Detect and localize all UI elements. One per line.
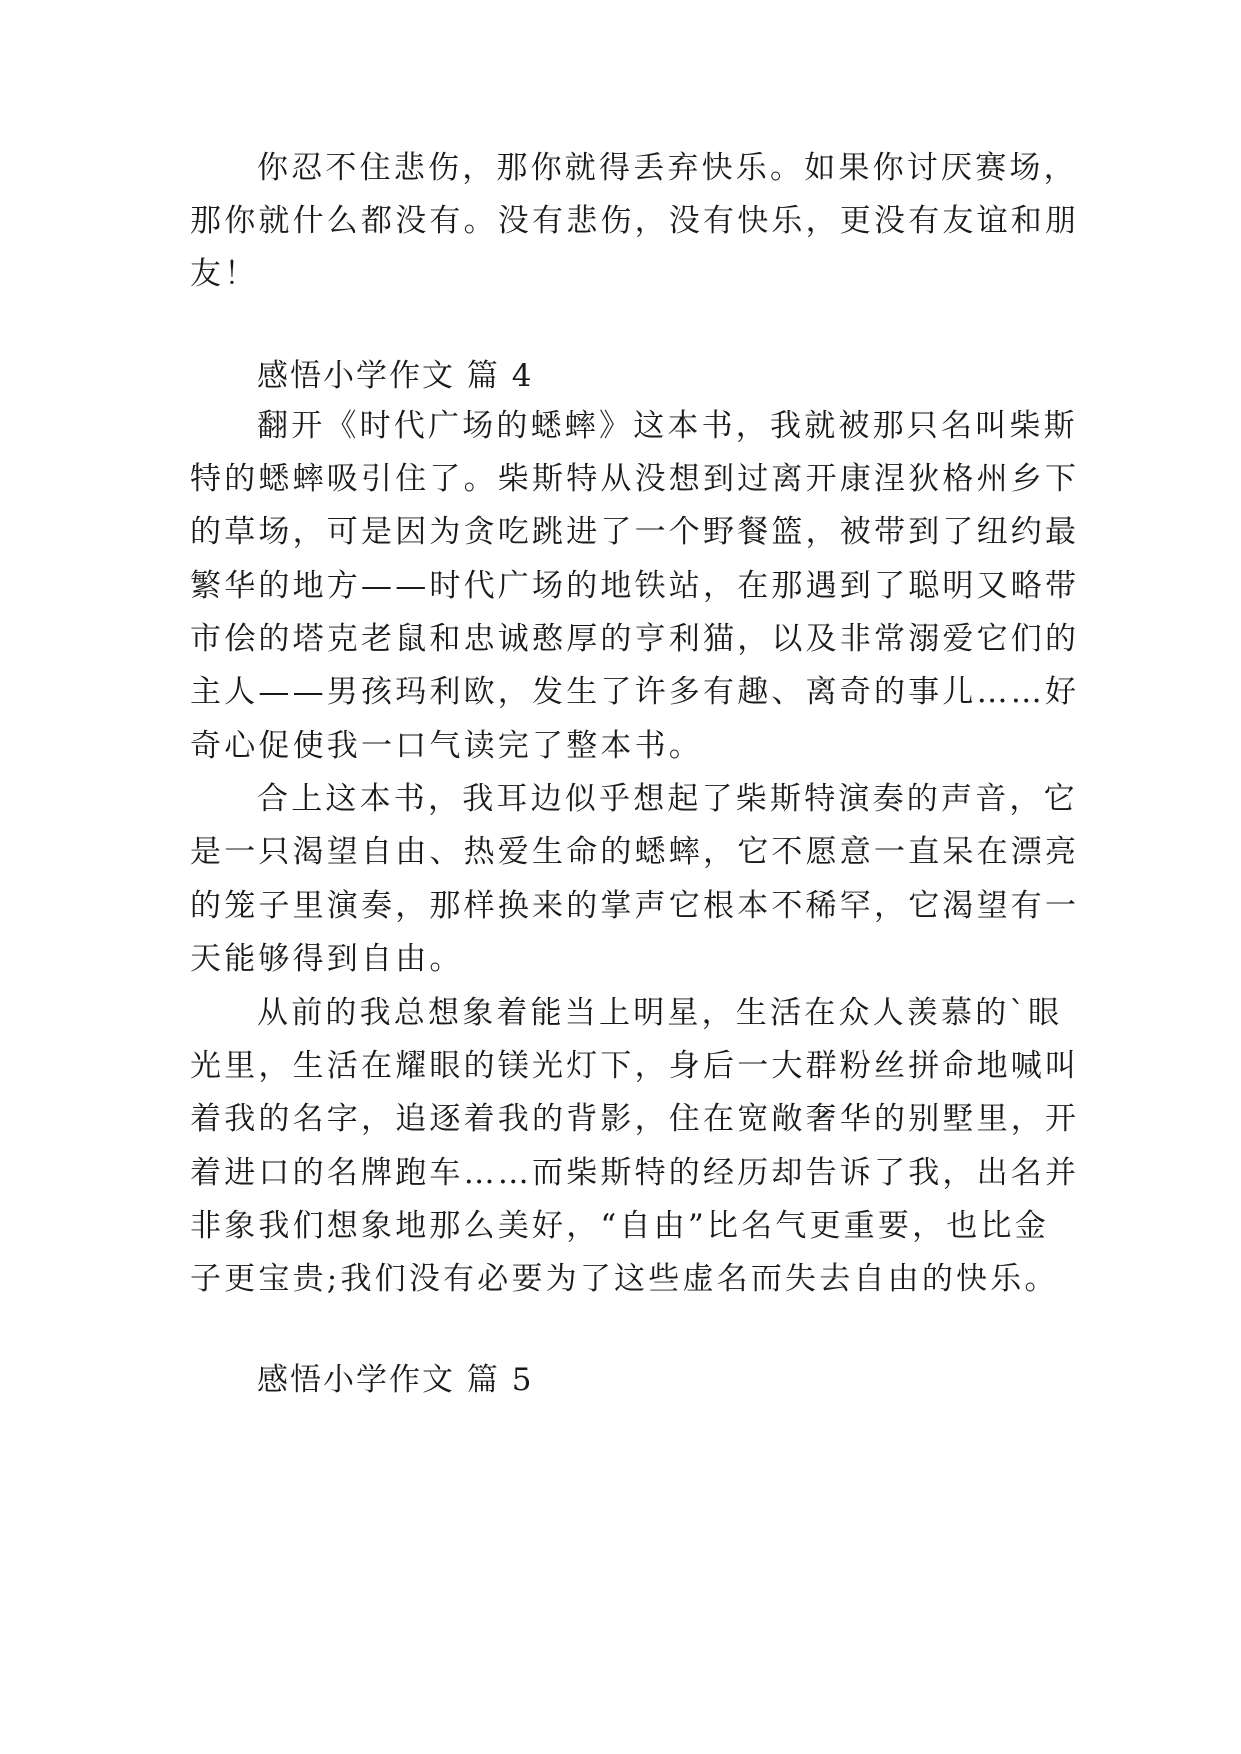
section-heading: 感悟小学作文 篇 4 [257, 358, 534, 394]
paragraph-line: 的笼子里演奏，那样换来的掌声它根本不稀罕，它渴望有一 [190, 888, 1080, 924]
paragraph-line: 非象我们想象地那么美好，“自由”比名气更重要，也比金 [190, 1208, 1049, 1244]
paragraph-line: 奇心促使我一口气读完了整本书。 [190, 728, 703, 764]
paragraph-line: 翻开《时代广场的蟋蟀》这本书，我就被那只名叫柴斯 [257, 408, 1078, 444]
section-heading: 感悟小学作文 篇 5 [257, 1362, 534, 1398]
paragraph-line: 着我的名字，追逐着我的背影，住在宽敞奢华的别墅里，开 [190, 1101, 1080, 1137]
paragraph-line: 天能够得到自由。 [190, 941, 464, 977]
paragraph-line: 光里，生活在耀眼的镁光灯下，身后一大群粉丝拼命地喊叫 [190, 1048, 1080, 1084]
paragraph-line: 主人——男孩玛利欧，发生了许多有趣、离奇的事儿……好 [190, 674, 1080, 710]
paragraph-line: 的草场，可是因为贪吃跳进了一个野餐篮，被带到了纽约最 [190, 514, 1080, 550]
paragraph-line: 是一只渴望自由、热爱生命的蟋蟀，它不愿意一直呆在漂亮 [190, 834, 1080, 870]
paragraph-line: 友！ [190, 256, 259, 292]
paragraph-line: 合上这本书，我耳边似乎想起了柴斯特演奏的声音，它 [257, 781, 1078, 817]
paragraph-line: 繁华的地方——时代广场的地铁站，在那遇到了聪明又略带 [190, 568, 1080, 604]
paragraph-line: 那你就什么都没有。没有悲伤，没有快乐，更没有友谊和朋 [190, 203, 1080, 239]
paragraph-line: 子更宝贵;我们没有必要为了这些虚名而失去自由的快乐。 [190, 1261, 1059, 1297]
paragraph-line: 从前的我总想象着能当上明星，生活在众人羡慕的`眼 [257, 995, 1063, 1031]
paragraph-line: 着进口的名牌跑车……而柴斯特的经历却告诉了我，出名并 [190, 1155, 1080, 1191]
paragraph-line: 市侩的塔克老鼠和忠诚憨厚的亨利猫，以及非常溺爱它们的 [190, 621, 1080, 657]
paragraph-line: 你忍不住悲伤，那你就得丢弃快乐。如果你讨厌赛场， [257, 150, 1078, 186]
paragraph-line: 特的蟋蟀吸引住了。柴斯特从没想到过离开康涅狄格州乡下 [190, 461, 1080, 497]
